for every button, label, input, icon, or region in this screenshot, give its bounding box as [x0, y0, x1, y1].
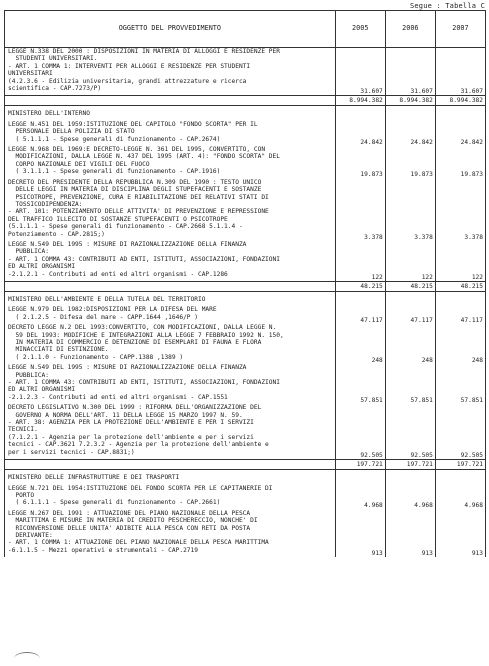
value-cell	[435, 510, 485, 540]
description-cell	[5, 324, 336, 364]
description-line: - ART. 1 COMMA 43: CONTRIBUTI AD ENTI, ISTITUTI, ASSOCIAZIONI, FONDAZIONI	[8, 379, 280, 387]
description-cell	[5, 419, 336, 460]
value-cell: 4.968	[435, 485, 485, 510]
description-cell	[5, 460, 336, 470]
description-line: LEGGE N.968 DEL 1969:E DECRETO-LEGGE N. 361 DEL 1995, CONVERTITO, CON	[8, 146, 266, 154]
description-line: - ART. 101: POTENZIAMENTO DELLE ATTIVITA' DI PREVENZIONE E REPRESSIONE	[8, 208, 269, 216]
description-line: TOSSICODIPENDENZA:	[8, 200, 83, 208]
description-line: LEGGE N.451 DEL 1959:ISTITUZIONE DEL CAPITOLO "FONDO SCORTA" PER IL	[8, 120, 258, 128]
table-row	[5, 63, 486, 96]
value-cell: 4.968	[385, 485, 435, 510]
description-line: MODIFICAZIONI, DALLA LEGGE N. 437 DEL 1995 (ART. 4): "FONDO SCORTA" DEL	[8, 153, 280, 161]
table-header	[5, 11, 486, 48]
description-line: -6.1.1.5 - Mezzi operativi e strumentali - CAP.2719	[8, 546, 198, 554]
header-description: OGGETTO DEL PROVVEDIMENTO	[5, 11, 336, 48]
description-cell	[5, 474, 336, 484]
description-line: - ART. 38: AGENZIA PER LA PROTEZIONE DELL'AMBIENTE E PER I SERVIZI	[8, 419, 254, 427]
value-cell	[335, 48, 385, 63]
value-cell: 913	[335, 539, 385, 557]
value-cell	[335, 241, 385, 256]
value-cell	[335, 110, 385, 120]
value-cell: 8.994.382	[335, 96, 385, 106]
table-row	[5, 256, 486, 282]
description-line: LEGGE N.549 DEL 1995 : MISURE DI RAZIONALIZZAZIONE DELLA FINANZA	[8, 364, 247, 372]
table-row	[5, 179, 486, 209]
description-line: ( 6.1.1.1 - Spese generali di funzionamento - CAP.2661)	[8, 499, 221, 507]
value-cell: 122	[435, 256, 485, 282]
description-line: tecnici - CAP.3621 7.2.3.2 - Agenzia per la protezione dell'ambiente e	[8, 441, 269, 449]
description-line: RICONVERSIONE DELLE UNITA' ADIBITE ALLA PESCA CON RETI DA POSTA	[8, 524, 251, 532]
value-cell	[335, 179, 385, 209]
value-cell: 3.378	[335, 208, 385, 241]
value-cell: 3.378	[435, 208, 485, 241]
value-cell: 3.378	[385, 208, 435, 241]
value-cell: 122	[385, 256, 435, 282]
description-line: TECNICI.	[8, 426, 38, 434]
description-line: UNIVERSITARI	[8, 70, 53, 78]
description-line: GOVERNO A NORMA DELL'ART. 11 DELLA LEGGE 15 MARZO 1997 N. 59.	[8, 411, 243, 419]
description-line: LEGGE N.979 DEL 1982:DISPOSIZIONI PER LA DIFESA DEL MARE	[8, 306, 217, 314]
header-year-2005: 2005	[335, 11, 385, 48]
description-line: (4.2.3.6 - Edilizia universitaria, grandi attrezzature e ricerca	[8, 77, 247, 85]
table-row	[5, 404, 486, 419]
description-line: DECRETO LEGISLATIVO N.300 DEL 1999 : RIFORMA DELL'ORGANIZZAZIONE DEL	[8, 404, 262, 412]
description-line: - ART. 1 COMMA 1: INTERVENTI PER ALLOGGI E RESIDENZE PER STUDENTI	[8, 62, 251, 70]
description-line: -2.1.2.3 - Contributi ad enti ed altri organismi - CAP.1551	[8, 393, 228, 401]
value-cell: 8.994.382	[435, 96, 485, 106]
table-row	[5, 48, 486, 63]
description-cell	[5, 306, 336, 324]
value-cell	[335, 510, 385, 540]
value-cell: 47.117	[335, 306, 385, 324]
table-row	[5, 485, 486, 510]
description-line: CORPO NAZIONALE DEI VIGILI DEL FUOCO	[8, 160, 150, 168]
header-year-2007: 2007	[435, 11, 485, 48]
description-cell	[5, 208, 336, 241]
value-cell	[385, 364, 435, 379]
description-line: MARITTIMA E MISURE IN MATERIA DI CREDITO PESCHERECCIO, NONCHE' DI	[8, 517, 258, 525]
value-cell: 913	[435, 539, 485, 557]
value-cell: 19.873	[335, 146, 385, 179]
value-cell: 31.607	[385, 63, 435, 96]
description-cell	[5, 539, 336, 557]
value-cell: 19.873	[385, 146, 435, 179]
value-cell: 48.215	[335, 281, 385, 291]
description-line: LEGGE N.338 DEL 2000 : DISPOSIZIONI IN MATERIA DI ALLOGGI E RESIDENZE PER	[8, 48, 280, 55]
value-cell: 197.721	[335, 460, 385, 470]
value-cell	[435, 404, 485, 419]
description-line: - ART. 1 COMMA 1: ATTUAZIONE DEL PIANO NAZIONALE DELLA PESCA MARITTIMA	[8, 539, 269, 547]
budget-table	[4, 10, 486, 557]
description-cell	[5, 179, 336, 209]
subtotal-row	[5, 96, 486, 106]
value-cell	[435, 364, 485, 379]
description-line: 59 DEL 1993: MODIFICHE E INTEGRAZIONI ALLA LEGGE 7 FEBBRAIO 1992 N. 150,	[8, 331, 284, 339]
description-line: ED ALTRI ORGANISMI	[8, 386, 76, 394]
description-cell	[5, 510, 336, 540]
description-line: ( 3.1.1.1 - Spese generali di funzionamento - CAP.1916)	[8, 168, 221, 176]
subtotal-row	[5, 460, 486, 470]
table-row	[5, 146, 486, 179]
table-row	[5, 241, 486, 256]
value-cell	[335, 296, 385, 306]
value-cell: 24.842	[385, 121, 435, 146]
value-cell: 913	[385, 539, 435, 557]
description-cell	[5, 485, 336, 510]
description-line: LEGGE N.549 DEL 1995 : MISURE DI RAZIONALIZZAZIONE DELLA FINANZA	[8, 240, 247, 248]
value-cell	[335, 404, 385, 419]
table-body	[5, 48, 486, 558]
description-line: DELLE LEGGI IN MATERIA DI DISCIPLINA DEGLI STUPEFACENTI E SOSTANZE	[8, 186, 262, 194]
description-cell	[5, 404, 336, 419]
value-cell: 57.851	[435, 379, 485, 404]
value-cell: 197.721	[385, 460, 435, 470]
value-cell: 248	[385, 324, 435, 364]
value-cell: 248	[435, 324, 485, 364]
description-line: STUDENTI UNIVERSITARI.	[8, 55, 98, 63]
description-line: DECRETO DEL PRESIDENTE DELLA REPUBBLICA N.309 DEL 1990 : TESTO UNICO	[8, 178, 262, 186]
continuation-note: Segue : Tabella C	[409, 2, 485, 10]
description-cell	[5, 281, 336, 291]
description-line: IN MATERIA DI COMMERCIO E DETENZIONE DI ESEMPLARI DI FAUNA E FLORA	[8, 339, 262, 346]
description-cell	[5, 364, 336, 379]
value-cell	[435, 110, 485, 120]
description-line: MINISTERO DELL'AMBIENTE E DELLA TUTELA DEL TERRITORIO	[8, 295, 206, 303]
value-cell	[385, 474, 435, 484]
description-cell	[5, 110, 336, 120]
table-row	[5, 510, 486, 540]
table-row	[5, 419, 486, 460]
description-line: PUBBLICA:	[8, 248, 49, 256]
value-cell: 31.607	[335, 63, 385, 96]
value-cell: 197.721	[435, 460, 485, 470]
section-row	[5, 474, 486, 484]
value-cell	[335, 364, 385, 379]
description-cell	[5, 146, 336, 179]
description-line: (5.1.1.1 - Spese generali di funzionamento - CAP.2668 5.1.1.4 -	[8, 223, 243, 231]
description-line: MINISTERO DELLE INFRASTRUTTURE E DEI TRASPORTI	[8, 474, 180, 482]
value-cell: 4.968	[335, 485, 385, 510]
value-cell: 248	[335, 324, 385, 364]
description-line: scientifica - CAP.7273/P)	[8, 85, 102, 93]
description-line: PUBBLICA:	[8, 371, 49, 379]
table-row	[5, 208, 486, 241]
value-cell: 48.215	[385, 281, 435, 291]
value-cell	[385, 404, 435, 419]
table-row	[5, 324, 486, 364]
description-line: ( 5.1.1.1 - Spese generali di funzionamento - CAP.2674)	[8, 135, 221, 143]
value-cell: 92.505	[385, 419, 435, 460]
value-cell	[385, 241, 435, 256]
description-line: ( 2.1.2.5 - Difesa del mare - CAPP.1644 ,1646/P )	[8, 313, 198, 321]
value-cell: 8.994.382	[385, 96, 435, 106]
value-cell: 24.842	[435, 121, 485, 146]
description-line: LEGGE N.721 DEL 1954:ISTITUZIONE DEL FONDO SCORTA PER LE CAPITANERIE DI	[8, 484, 273, 492]
value-cell: 57.851	[385, 379, 435, 404]
value-cell: 48.215	[435, 281, 485, 291]
description-cell	[5, 256, 336, 282]
description-line: MINACCIATI DI ESTINZIONE.	[8, 346, 109, 354]
value-cell	[435, 179, 485, 209]
section-row	[5, 296, 486, 306]
stamp-mark	[14, 652, 40, 665]
value-cell: 92.505	[435, 419, 485, 460]
header-year-2006: 2006	[385, 11, 435, 48]
description-cell	[5, 48, 336, 63]
value-cell	[435, 48, 485, 63]
value-cell: 122	[335, 256, 385, 282]
value-cell	[385, 179, 435, 209]
section-row	[5, 110, 486, 120]
description-line: DEL TRAFFICO ILLECITO DI SOSTANZE STUPEFACENTI O PSICOTROPE	[8, 215, 228, 223]
value-cell: 47.117	[385, 306, 435, 324]
description-line: PSICOTROPE, PREVENZIONE, CURA E RIABILITAZIONE DEI RELATIVI STATI DI	[8, 193, 269, 201]
description-line: PERSONALE DELLA POLIZIA DI STATO	[8, 128, 135, 136]
value-cell: 57.851	[335, 379, 385, 404]
description-line: Potenziamento - CAP.2815;)	[8, 230, 105, 238]
table-row	[5, 364, 486, 379]
description-line: -2.1.2.1 - Contributi ad enti ed altri organismi - CAP.1286	[8, 270, 228, 278]
value-cell	[385, 296, 435, 306]
value-cell	[385, 110, 435, 120]
value-cell	[385, 510, 435, 540]
value-cell	[435, 296, 485, 306]
description-line: per i servizi tecnici - CAP.8831;)	[8, 448, 135, 456]
description-line: ( 2.1.1.0 - Funzionamento - CAPP.1388 ,1389 )	[8, 353, 184, 361]
description-line: MINISTERO DELL'INTERNO	[8, 110, 90, 118]
subtotal-row	[5, 281, 486, 291]
value-cell: 19.873	[435, 146, 485, 179]
description-cell	[5, 379, 336, 404]
table-row	[5, 379, 486, 404]
description-line: DERIVANTE:	[8, 531, 53, 539]
value-cell	[435, 241, 485, 256]
description-cell	[5, 241, 336, 256]
value-cell: 92.505	[335, 419, 385, 460]
table-row	[5, 306, 486, 324]
value-cell: 47.117	[435, 306, 485, 324]
value-cell: 24.842	[335, 121, 385, 146]
value-cell	[435, 474, 485, 484]
description-line: PORTO	[8, 491, 35, 499]
value-cell	[385, 48, 435, 63]
value-cell: 31.607	[435, 63, 485, 96]
description-line: LEGGE N.267 DEL 1991 : ATTUAZIONE DEL PIANO NAZIONALE DELLA PESCA	[8, 509, 251, 517]
description-cell	[5, 296, 336, 306]
description-line: - ART. 1 COMMA 43: CONTRIBUTI AD ENTI, ISTITUTI, ASSOCIAZIONI, FONDAZIONI	[8, 255, 280, 263]
value-cell	[335, 474, 385, 484]
description-cell	[5, 121, 336, 146]
table-row	[5, 121, 486, 146]
table-row	[5, 539, 486, 557]
description-cell	[5, 63, 336, 96]
description-cell	[5, 96, 336, 106]
description-line: (7.1.2.1 - Agenzia per la protezione dell'ambiente e per i servizi	[8, 433, 254, 441]
description-line: ED ALTRI ORGANISMI	[8, 263, 76, 271]
description-line: DECRETO LEGGE N.2 DEL 1993:CONVERTITO, CON MODIFICAZIONI, DALLA LEGGE N.	[8, 324, 277, 332]
